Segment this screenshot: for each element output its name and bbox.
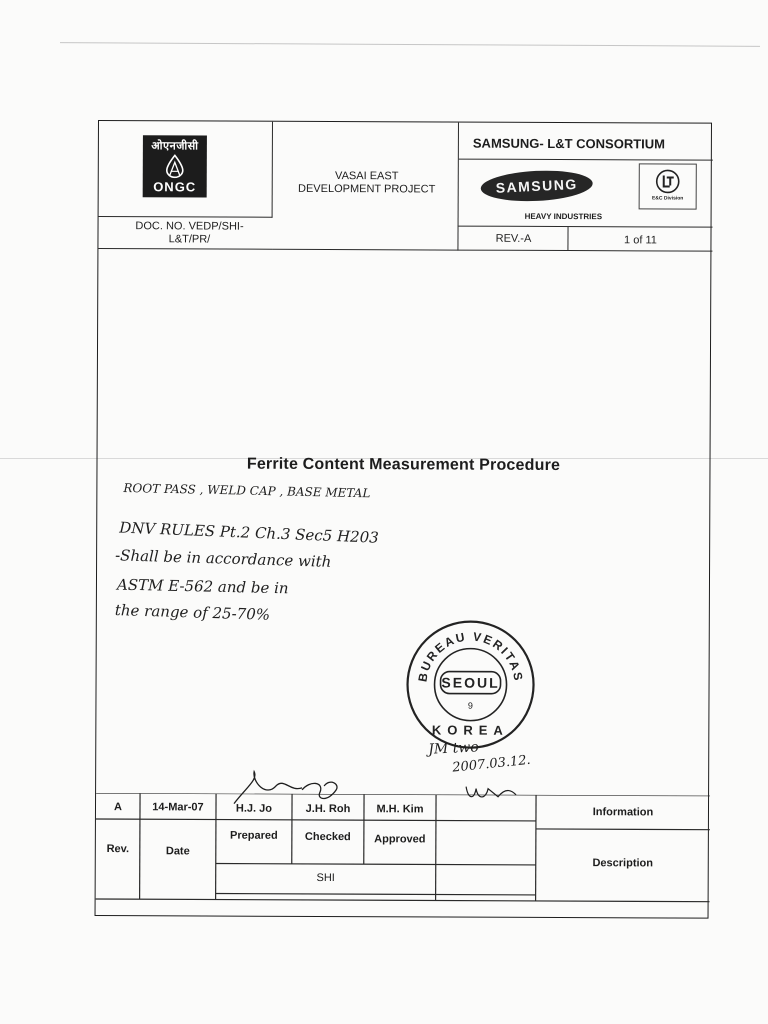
rev-header: Rev. xyxy=(106,843,130,856)
stamp-top-text: BUREAU VERITAS xyxy=(415,629,526,684)
scan-artifact-line xyxy=(60,42,760,47)
heavy-industries-label: HEAVY INDUSTRIES xyxy=(524,211,603,222)
approved-by-cell: M.H. Kim xyxy=(376,803,424,816)
samsung-logo: SAMSUNG xyxy=(480,168,593,203)
consortium-title: SAMSUNG- L&T CONSORTIUM xyxy=(472,135,666,152)
revision-table xyxy=(96,793,709,920)
handwritten-note-line2: DNV RULES Pt.2 Ch.3 Sec5 H203 xyxy=(118,518,380,547)
stamp-city: SEOUL xyxy=(441,674,500,691)
bureau-veritas-stamp xyxy=(404,618,537,751)
handwritten-note-line4: ASTM E-562 and be in xyxy=(116,575,289,598)
stamp-number: 9 xyxy=(467,700,473,711)
consortium-logos xyxy=(473,163,713,228)
doc-number: DOC. NO. VEDP/SHI-L&T/PR/ xyxy=(135,220,244,246)
document-header xyxy=(98,121,711,252)
checked-header: Checked xyxy=(304,830,351,844)
prepared-by-cell: H.J. Jo xyxy=(235,802,273,815)
handwritten-note-line1: ROOT PASS , WELD CAP , BASE METAL xyxy=(123,480,371,501)
rev-cell: A xyxy=(113,801,122,814)
handwritten-note-line3: -Shall be in accordance with xyxy=(114,546,332,571)
lt-logo-box xyxy=(639,163,697,209)
prepared-header: Prepared xyxy=(229,829,278,842)
stamp-ring-icon xyxy=(404,618,537,751)
lt-division-label: E&C Division xyxy=(651,195,684,202)
handwritten-initials: JM two xyxy=(427,739,480,758)
lt-logo-icon xyxy=(655,168,681,194)
page-number: 1 of 11 xyxy=(624,234,657,247)
project-title: VASAI EAST DEVELOPMENT PROJECT xyxy=(298,170,436,196)
document-title: Ferrite Content Measurement Procedure xyxy=(246,455,561,475)
document-sheet xyxy=(95,120,712,919)
handwritten-stamp-date: 2007.03.12. xyxy=(451,752,532,776)
ongc-logo-hindi: ओएनजीसी xyxy=(151,140,199,153)
information-cell: Information xyxy=(592,806,654,819)
ongc-logo-text: ONGC xyxy=(153,179,197,195)
ongc-logo xyxy=(143,135,207,197)
oil-drop-icon xyxy=(162,154,188,178)
checked-by-cell: J.H. Roh xyxy=(305,802,351,816)
date-cell: 14-Mar-07 xyxy=(152,801,204,814)
stamp-bottom-text: KOREA xyxy=(431,722,509,738)
signature-scribbles xyxy=(206,767,546,808)
handwritten-note-line5: the range of 25-70% xyxy=(114,601,271,624)
date-header: Date xyxy=(165,845,190,858)
revision-label: REV.-A xyxy=(495,232,532,245)
approved-header: Approved xyxy=(374,833,426,846)
description-header: Description xyxy=(592,857,654,870)
organization-cell: SHI xyxy=(316,871,335,885)
